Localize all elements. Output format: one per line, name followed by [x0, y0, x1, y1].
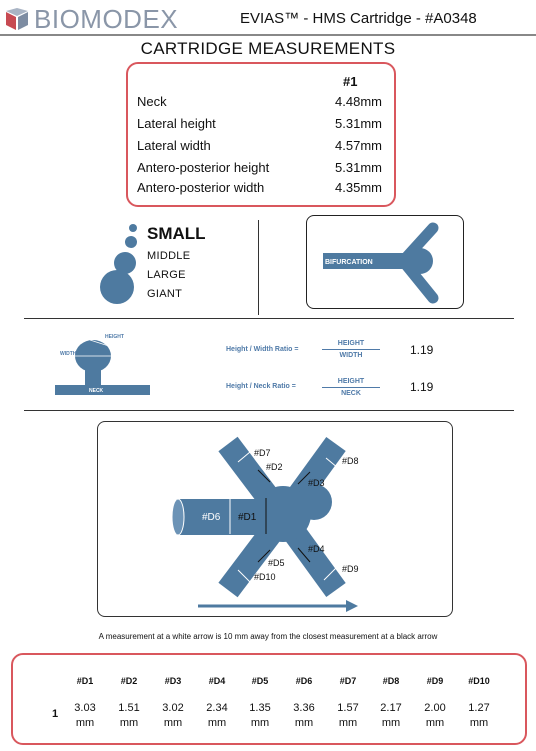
measurement-value: 4.48mm: [335, 94, 382, 109]
table-cell: 2.00 mm: [424, 702, 446, 729]
table-cell: 1.51 mm: [118, 702, 140, 729]
table-row-label: 1: [52, 708, 59, 720]
logo-mark-icon: [4, 8, 30, 32]
height-label: HEIGHT: [105, 334, 124, 340]
neck-label: NECK: [89, 388, 104, 394]
table-cell: 1.57 mm: [337, 702, 359, 729]
measurement-value: 4.57mm: [335, 138, 382, 153]
label-d7: #D7: [254, 448, 271, 458]
measurement-label: Antero-posterior height: [137, 160, 270, 175]
fraction-bar: [322, 387, 380, 388]
table-cell: 1.27 mm: [468, 702, 490, 729]
size-option: LARGE: [147, 269, 186, 281]
ratio-value: 1.19: [410, 380, 434, 394]
section-divider: [24, 410, 514, 411]
size-selected: SMALL: [147, 224, 206, 243]
ratio-value: 1.19: [410, 343, 434, 357]
table-header: #D3: [164, 676, 182, 686]
label-d9: #D9: [342, 564, 359, 574]
measurement-row: [137, 180, 382, 195]
table-header: #D9: [426, 676, 444, 686]
width-label: WIDTH: [60, 351, 77, 357]
table-header: #D10: [468, 676, 490, 686]
vertical-divider: [258, 220, 259, 315]
measurement-row: [137, 94, 382, 109]
ratio-numerator: HEIGHT: [337, 378, 365, 385]
measurement-label: Antero-posterior width: [137, 180, 265, 195]
size-option: GIANT: [147, 288, 183, 300]
table-cell: 3.36 mm: [293, 702, 315, 729]
ratio-label: Height / Neck Ratio =: [226, 383, 296, 390]
table-header: #D7: [339, 676, 357, 686]
measurement-value: 5.31mm: [335, 160, 382, 175]
bifurcation-label: BIFURCATION: [325, 259, 373, 266]
measurement-row: [137, 116, 382, 131]
label-d3: #D3: [308, 478, 325, 488]
document-title: EVIAS™ - HMS Cartridge - #A0348: [240, 10, 477, 27]
measurement-row: [137, 160, 382, 175]
label-d5: #D5: [268, 558, 285, 568]
label-d1: #D1: [238, 512, 257, 523]
measurement-note: A measurement at a white arrow is 10 mm away from the closest measurement at a black arrow: [98, 632, 438, 641]
table-cell: 2.34 mm: [206, 702, 228, 729]
ratio-label: Height / Width Ratio =: [226, 346, 299, 353]
label-d2: #D2: [266, 462, 283, 472]
table-header: #D4: [208, 676, 226, 686]
measurement-row: [137, 138, 382, 153]
ratio-denominator: WIDTH: [339, 352, 363, 359]
table-header: #D8: [382, 676, 400, 686]
section-divider: [24, 318, 514, 319]
table-header: #D1: [76, 676, 94, 686]
table-header: #D5: [251, 676, 269, 686]
logo-wordmark: BIOMODEX: [34, 4, 179, 34]
label-d4: #D4: [308, 544, 325, 554]
measurement-value: 5.31mm: [335, 116, 382, 131]
table-cell: 3.02 mm: [162, 702, 184, 729]
measurement-column-header: #1: [343, 74, 358, 89]
diameter-table-panel: [11, 653, 527, 745]
biomodex-logo: [4, 4, 178, 35]
table-header: #D6: [295, 676, 313, 686]
measurement-value: 4.35mm: [335, 180, 382, 195]
aneurysm-illustration: [55, 328, 155, 398]
ratio-numerator: HEIGHT: [337, 340, 365, 347]
bifurcation-panel: [306, 215, 464, 309]
ratio-denominator: NECK: [341, 390, 361, 397]
table-cell: 3.03 mm: [74, 702, 96, 729]
table-cell: 1.35 mm: [249, 702, 271, 729]
label-d6: #D6: [202, 512, 221, 523]
table-cell: 2.17 mm: [380, 702, 402, 729]
size-option: MIDDLE: [147, 250, 191, 262]
vessel-diagram-panel: [97, 421, 453, 617]
label-d8: #D8: [342, 456, 359, 466]
table-header: #D2: [120, 676, 138, 686]
header-divider: [0, 34, 536, 36]
measurement-label: Neck: [137, 94, 167, 109]
bifurcation-illustration: [307, 216, 463, 308]
page-title: CARTRIDGE MEASUREMENTS: [140, 39, 396, 58]
label-d10: #D10: [254, 572, 276, 582]
vessel-diagram: [98, 422, 452, 616]
measurement-label: Lateral width: [137, 138, 211, 153]
size-spheres-icon: [96, 220, 146, 310]
measurement-label: Lateral height: [137, 116, 216, 131]
fraction-bar: [322, 349, 380, 350]
